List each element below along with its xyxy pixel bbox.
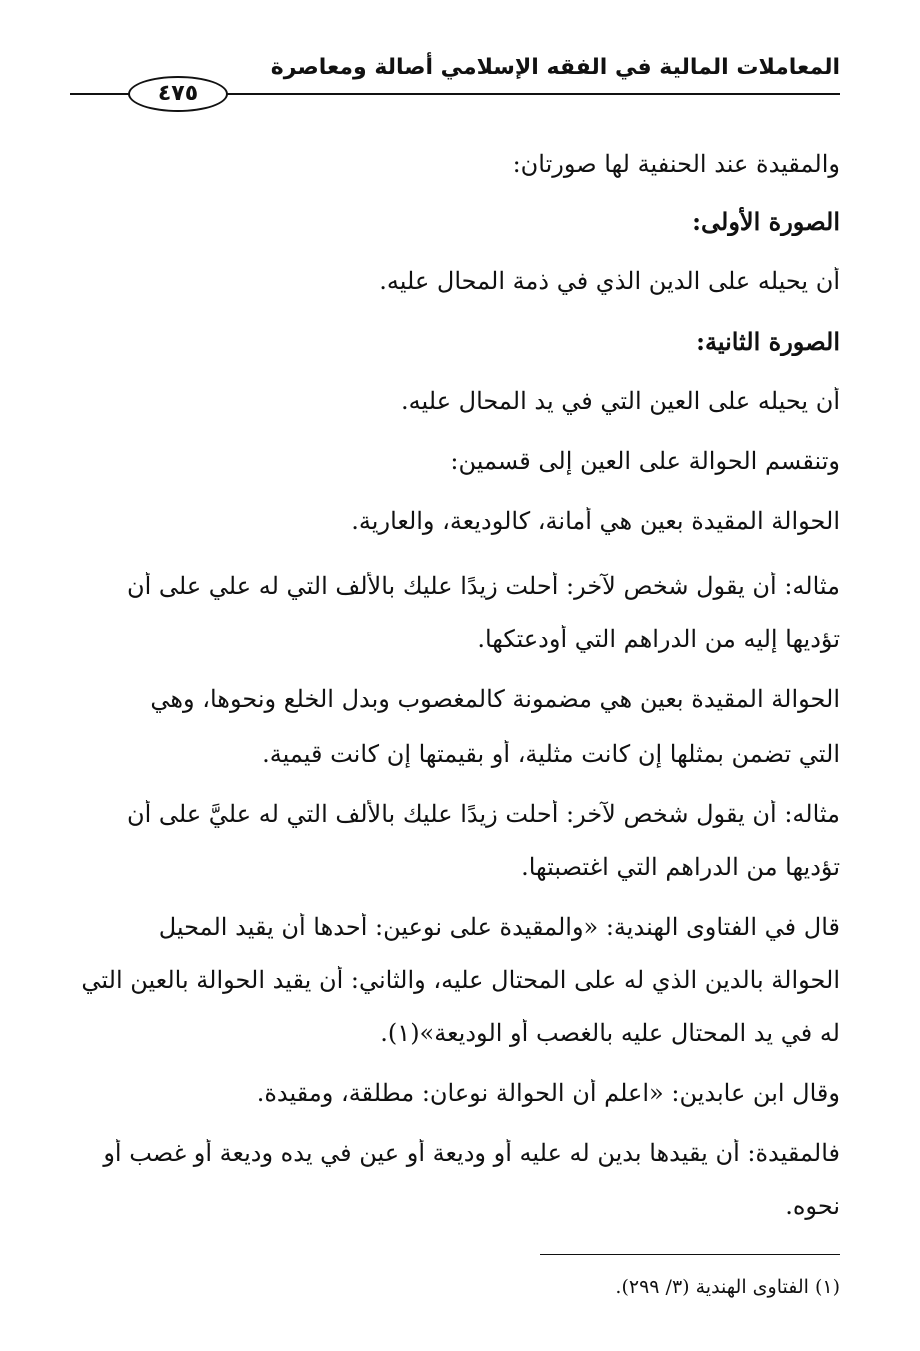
text-line: تؤديها إليه من الدراهم التي أودعتكها. — [477, 625, 840, 653]
text-line: وتنقسم الحوالة على العين إلى قسمين: — [450, 447, 840, 475]
page-number: ٤٧٥ — [128, 76, 228, 112]
text-line: مثاله: أن يقول شخص لآخر: أحلت زيدًا عليك بالألف التي له عليَّ على أن — [126, 800, 840, 828]
text-line: وقال ابن عابدين: «اعلم أن الحوالة نوعان: مطلقة، ومقيدة. — [256, 1079, 840, 1107]
section-heading: الصورة الثانية: — [696, 327, 840, 356]
text-line: فالمقيدة: أن يقيدها بدين له عليه أو وديعة أو عين في يده وديعة أو غصب أو — [103, 1139, 840, 1167]
section-heading: الصورة الأولى: — [692, 207, 840, 236]
text-line: الحوالة المقيدة بعين هي مضمونة كالمغصوب وبدل الخلع ونحوها، وهي — [150, 685, 840, 713]
text-line: التي تضمن بمثلها إن كانت مثلية، أو بقيمتها إن كانت قيمية. — [262, 740, 840, 768]
text-line: والمقيدة عند الحنفية لها صورتان: — [512, 150, 840, 178]
text-line: قال في الفتاوى الهندية: «والمقيدة على نوعين: أحدها أن يقيد المحيل — [158, 913, 840, 941]
text-line: أن يحيله على الدين الذي في ذمة المحال عليه. — [379, 267, 840, 295]
text-line: نحوه. — [785, 1192, 840, 1220]
page-header — [70, 55, 840, 127]
book-title: المعاملات المالية في الفقه الإسلامي أصالة ومعاصرة — [270, 55, 840, 80]
text-line: الحوالة بالدين الذي له على المحتال عليه، والثاني: أن يقيد الحوالة بالعين التي — [81, 966, 840, 994]
text-line: مثاله: أن يقول شخص لآخر: أحلت زيدًا عليك بالألف التي له علي على أن — [126, 572, 840, 600]
text-line: له في يد المحتال عليه بالغصب أو الوديعة»(١). — [380, 1019, 840, 1047]
text-line: أن يحيله على العين التي في يد المحال عليه. — [401, 387, 840, 415]
footnote-separator — [540, 1254, 840, 1255]
text-line: الحوالة المقيدة بعين هي أمانة، كالوديعة، والعارية. — [351, 507, 840, 535]
text-line: تؤديها من الدراهم التي اغتصبتها. — [521, 853, 840, 881]
footnote: (١) الفتاوى الهندية (٣/ ٢٩٩). — [615, 1276, 840, 1298]
